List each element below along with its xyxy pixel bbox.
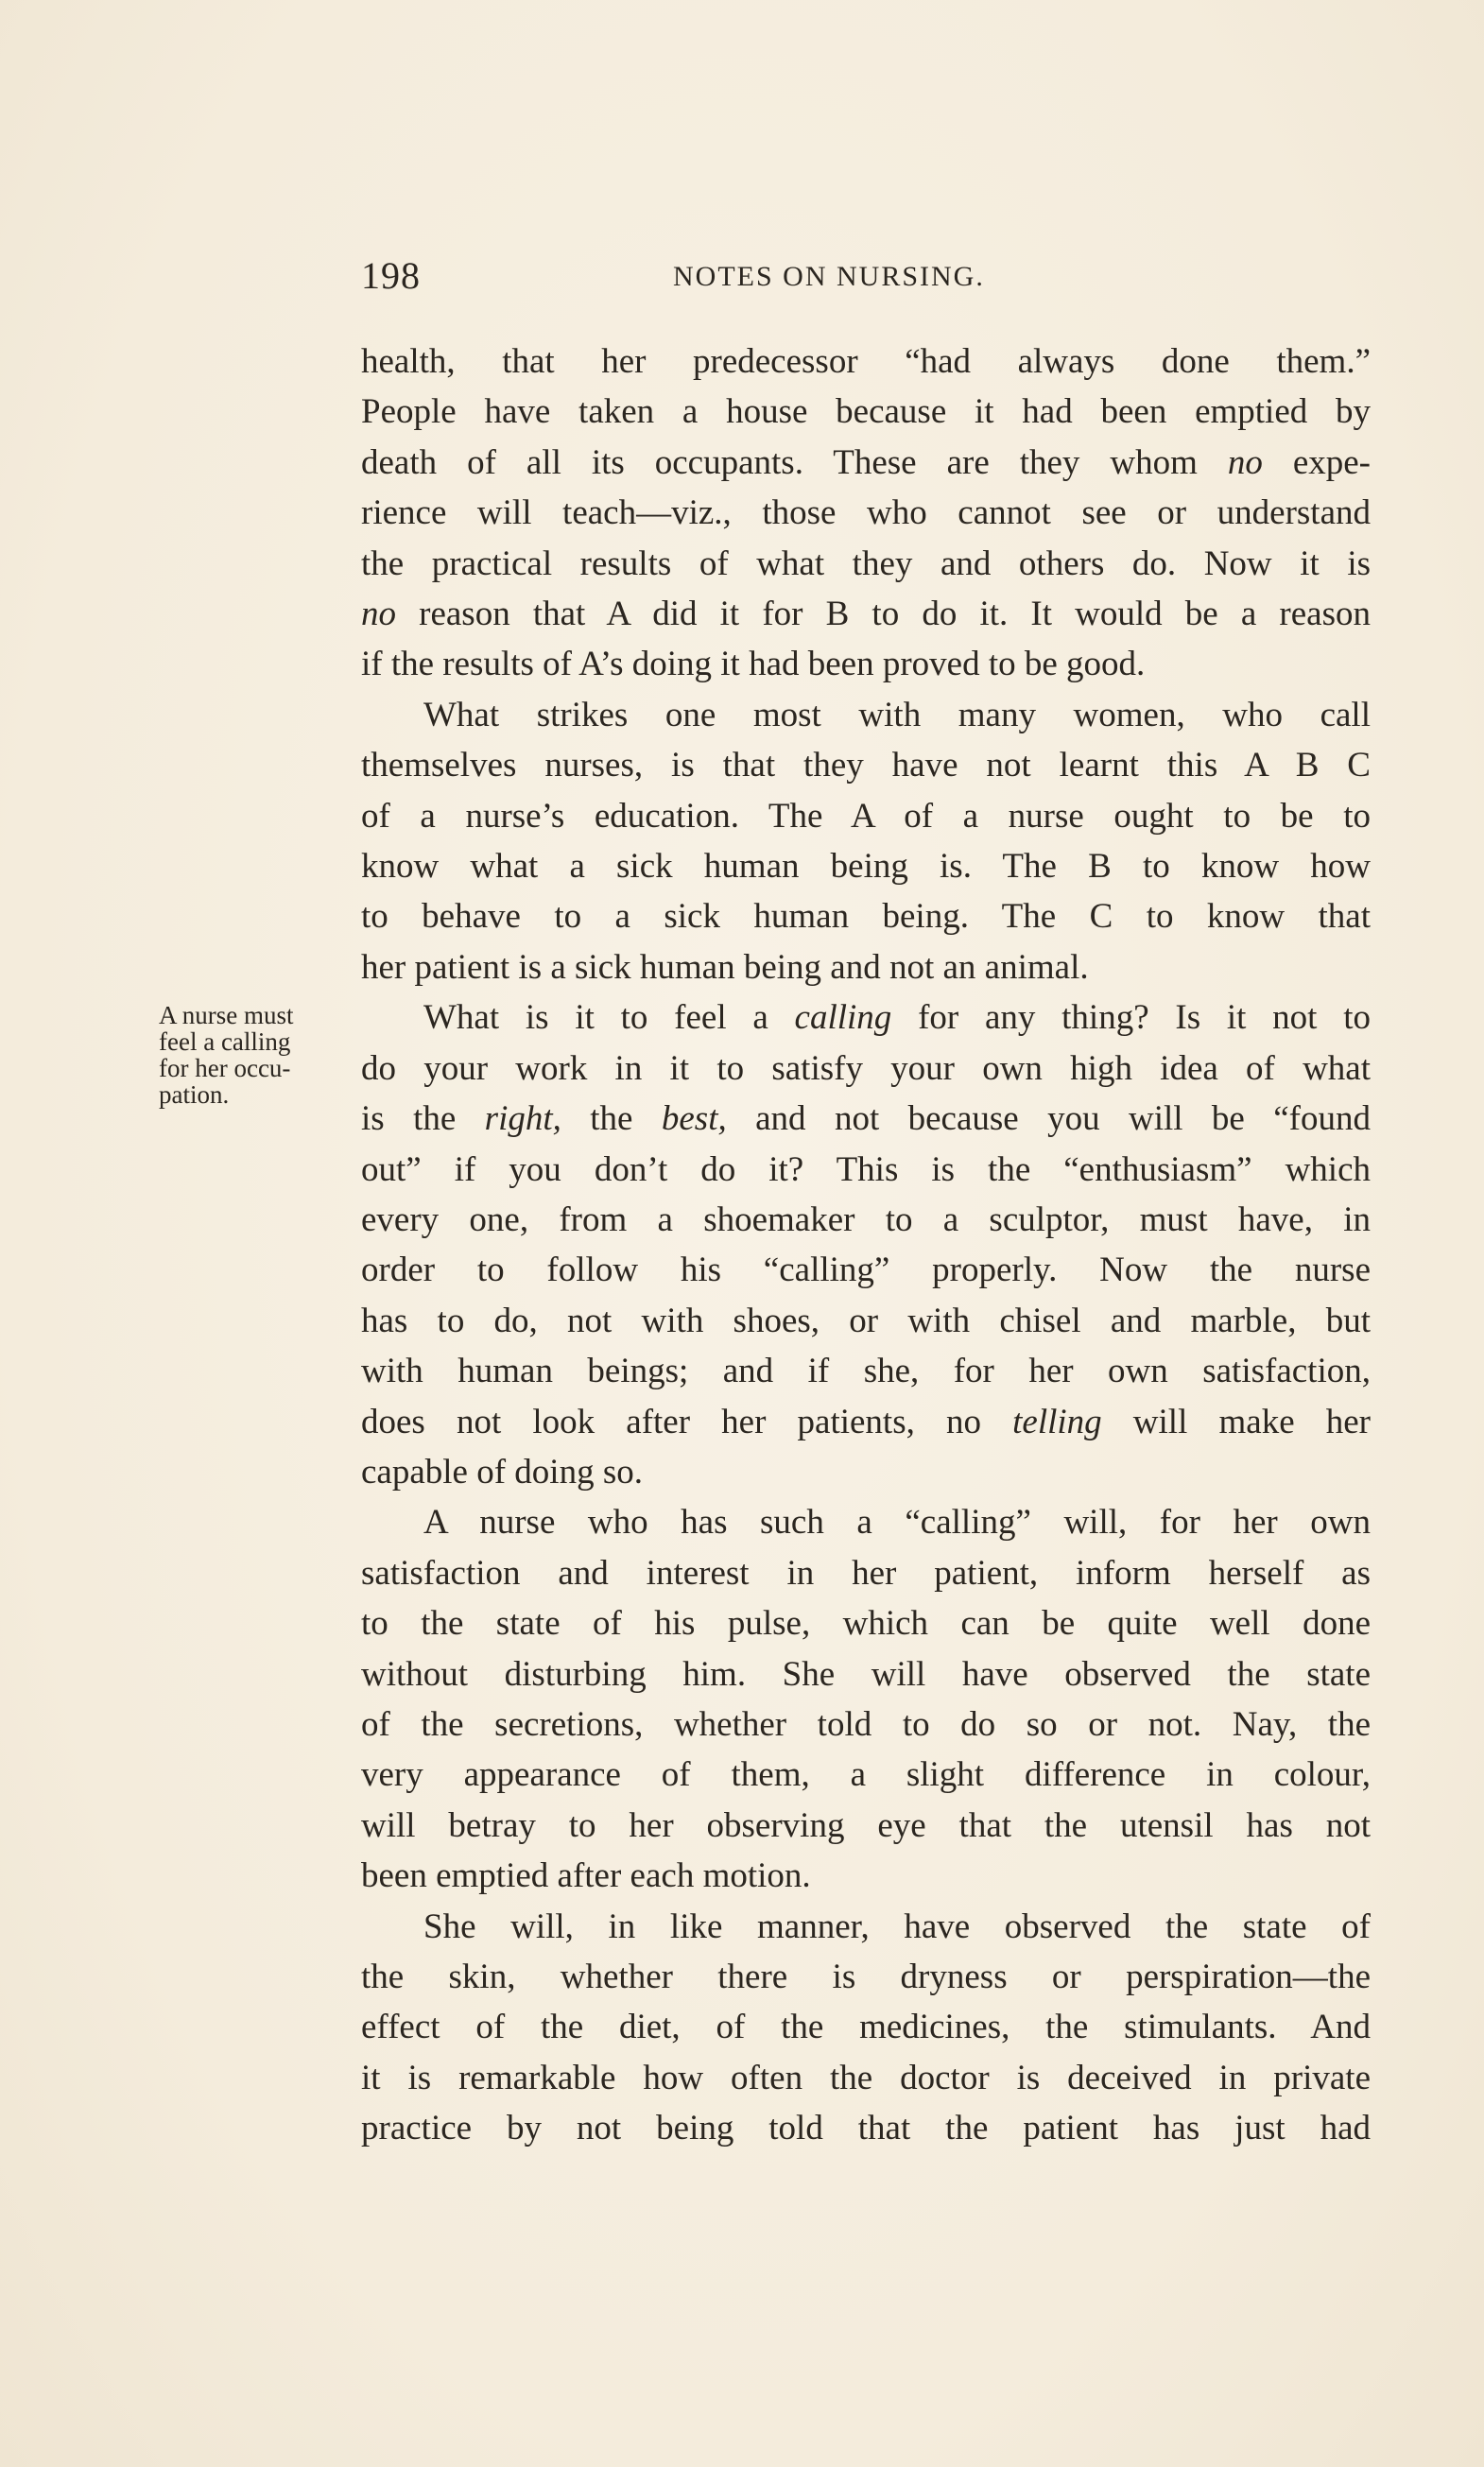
marginal-note-line: pation.	[159, 1080, 230, 1109]
text-line: the practical results of what they and others do. Now it is	[361, 543, 1371, 583]
text-line: practice by not being told that the patient has just had	[361, 2109, 1371, 2148]
text-line: if the results of A’s doing it had been proved to be good.	[361, 645, 1146, 684]
text-line: been emptied after each motion.	[361, 1856, 811, 1896]
text-line: She will, in like manner, have observed the state of	[423, 1906, 1371, 1946]
text-line: to behave to a sick human being. The C to know that	[361, 897, 1371, 937]
page-number: 198	[361, 254, 421, 297]
text-line: rience will teach—viz., those who cannot see or understand	[361, 493, 1371, 533]
paragraph-2	[361, 690, 1371, 992]
text-line: out” if you don’t do it? This is the “enthusiasm” which	[361, 1149, 1371, 1189]
paragraph-1	[361, 336, 1371, 690]
text-line: themselves nurses, is that they have not learnt this A B C	[361, 746, 1371, 785]
text-line: her patient is a sick human being and not an animal.	[361, 947, 1089, 987]
text-line: no reason that A did it for B to do it. It would be a reason	[361, 595, 1371, 634]
text-line: it is remarkable how often the doctor is deceived in private	[361, 2058, 1371, 2097]
text-line: does not look after her patients, no telling will make her	[361, 1402, 1371, 1441]
text-line: capable of doing so.	[361, 1452, 643, 1492]
marginal-note-line: for her occu-	[159, 1054, 291, 1082]
body-text	[361, 336, 1371, 2154]
text-line: effect of the diet, of the medicines, the stimulants. And	[361, 2008, 1371, 2047]
text-line: do your work in it to satisfy your own high idea of what	[361, 1048, 1371, 1088]
text-line: very appearance of them, a slight difference in colour,	[361, 1755, 1371, 1795]
running-title: NOTES ON NURSING.	[673, 261, 985, 292]
text-line: every one, from a shoemaker to a sculptor, must have, in	[361, 1199, 1371, 1239]
text-line: People have taken a house because it had been emptied by	[361, 392, 1371, 432]
text-line: with human beings; and if she, for her own satisfaction,	[361, 1352, 1371, 1391]
text-line: death of all its occupants. These are they whom no expe-	[361, 442, 1371, 482]
text-line: will betray to her observing eye that the utensil has not	[361, 1805, 1371, 1845]
marginal-note	[159, 1002, 344, 1108]
text-line: know what a sick human being is. The B to know how	[361, 847, 1371, 887]
paragraph-3	[361, 992, 1371, 1497]
text-line: of the secretions, whether told to do so or not. Nay, the	[361, 1704, 1371, 1744]
text-line: A nurse who has such a “calling” will, for her own	[423, 1503, 1371, 1543]
text-line: of a nurse’s education. The A of a nurse ought to be to	[361, 796, 1371, 836]
paragraph-4	[361, 1497, 1371, 1901]
paragraph-5	[361, 1902, 1371, 2154]
text-line: without disturbing him. She will have observed the state	[361, 1654, 1371, 1694]
text-line: What strikes one most with many women, who call	[423, 695, 1371, 734]
text-line: health, that her predecessor “had always done them.”	[361, 342, 1371, 381]
text-line: satisfaction and interest in her patient, inform herself as	[361, 1553, 1371, 1593]
text-line: has to do, not with shoes, or with chisel and marble, but	[361, 1301, 1371, 1340]
page-header	[361, 253, 1371, 304]
text-line: order to follow his “calling” properly. Now the nurse	[361, 1251, 1371, 1290]
text-line: to the state of his pulse, which can be quite well done	[361, 1604, 1371, 1644]
text-line: the skin, whether there is dryness or perspiration—the	[361, 1958, 1371, 1996]
text-line: What is it to feel a calling for any thing? Is it not to	[423, 998, 1371, 1038]
marginal-note-line: A nurse must	[159, 1001, 294, 1029]
marginal-note-line: feel a calling	[159, 1027, 291, 1056]
text-line: is the right, the best, and not because you will be “found	[361, 1099, 1371, 1139]
